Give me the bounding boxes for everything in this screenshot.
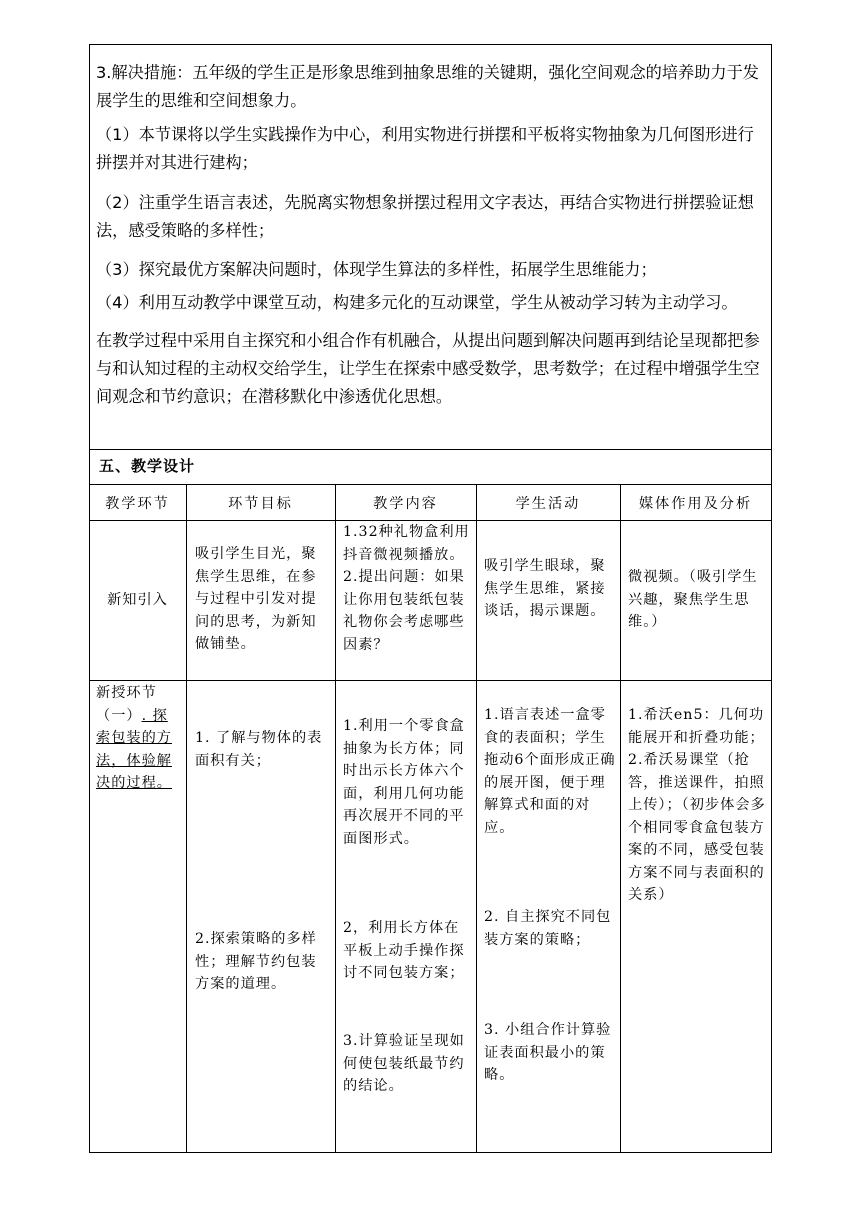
header-activity: 学生活动 (515, 496, 581, 512)
row1-media: 微视频。（吸引学生兴趣，聚焦学生思维。） (628, 569, 758, 630)
row2-content-3: 3.计算验证呈现如何使包装纸最节约的结论。 (343, 1033, 465, 1094)
header-content: 教学内容 (373, 496, 438, 512)
header-media: 媒体作用及分析 (638, 496, 753, 512)
row2-media: 1.希沃en5：几何功能展开和折叠功能； 2.希沃易课堂（抢答，推送课件，拍照上传）；（初步体会多个相同零食盒包装方案的不同，感受包装方案不同与表面积的关系） (628, 707, 766, 903)
row2-stage-prefix: 新授环节（一） (96, 685, 157, 724)
row2-content-2: 2，利用长方体在平板上动手操作探讨不同包装方案； (343, 920, 465, 981)
row1-content: 1.32种礼物盒利用抖音微视频播放。 2.提出问题：如果让你用包装纸包装礼物你会考虑哪些因素？ (343, 524, 470, 653)
row2-activity-2: 2. 自主探究不同包装方案的策略； (484, 909, 612, 948)
row2-activity-1: 1.语言表述一盒零食的表面积；学生拖动6个面形成正确的展开图，便于理解算式和面的对应。 (484, 707, 616, 836)
row2-content-1: 1.利用一个零食盒抽象为长方体；同时出示长方体六个面，利用几何功能再次展开不同的平面图形式。 (343, 718, 465, 847)
measures-heading: 3.解决措施：五年级的学生正是形象思维到抽象思维的关键期，强化空间观念的培养助力于发展学生的思维和空间想象力。 (96, 63, 759, 110)
measure-item-1: （1）本节课将以学生实践操作为中心，利用实物进行拼摆和平板将实物抽象为几何图形进行拼摆并对其进行建构； (96, 125, 754, 172)
row1-goal: 吸引学生目光，聚焦学生思维，在参与过程中引发对提问的思考，为新知做铺垫。 (195, 546, 317, 652)
section-title: 五、教学设计 (99, 457, 196, 475)
row1-activity: 吸引学生眼球，聚焦学生思维，紧接谈话，揭示课题。 (484, 558, 606, 619)
measures-summary: 在教学过程中采用自主探究和小组合作有机融合，从提出问题到解决问题再到结论呈现都把参与和认知过程的主动权交给学生，让学生在探索中感受数学，思考数学；在过程中增强学生空间观念和节约意识；在潜移默化中渗透优化思想。 (96, 331, 760, 406)
row2-stage (96, 682, 182, 795)
measure-item-3: （3）探究最优方案解决问题时，体现学生算法的多样性，拓展学生思维能力； (96, 260, 657, 279)
row1-stage: 新知引入 (107, 592, 168, 608)
row2-goal-2: 2.探索策略的多样性；理解节约包装方案的道理。 (195, 931, 317, 992)
row2-goal-1: 1. 了解与物体的表面积有关； (195, 730, 323, 769)
row2-stage-underlined: . 探索包装的方法，体验解决的过程。 (96, 707, 172, 791)
header-stage: 教学环节 (105, 496, 170, 512)
header-goal: 环节目标 (228, 496, 293, 512)
row2-activity-3: 3. 小组合作计算验证表面积最小的策略。 (484, 1022, 612, 1083)
measure-item-2: （2）注重学生语言表述，先脱离实物想象拼摆过程用文字表达，再结合实物进行拼摆验证想法，感受策略的多样性； (96, 193, 754, 240)
measure-item-4: （4）利用互动教学中课堂互动，构建多元化的互动课堂，学生从被动学习转为主动学习。 (96, 293, 738, 312)
